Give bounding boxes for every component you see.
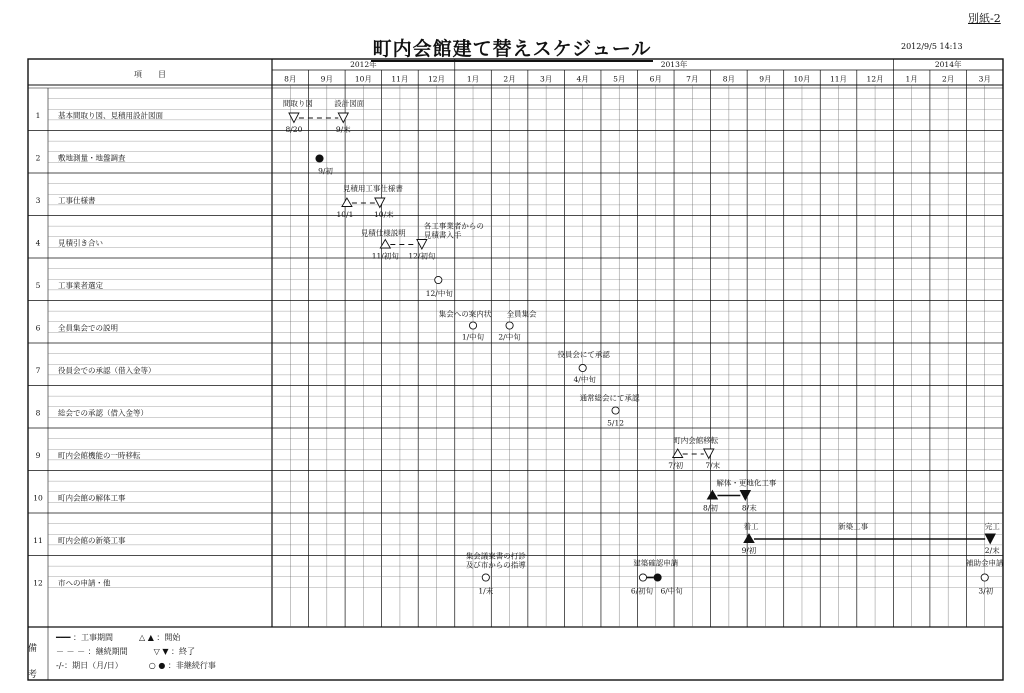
month-header: 1月 [466, 74, 480, 84]
schedule-annotation: 9/末 [335, 125, 351, 134]
row-label: 市への申請・他 [58, 578, 111, 588]
schedule-annotation: 建築確認申請 [633, 558, 679, 568]
item-column-header: 項 目 [134, 70, 166, 79]
month-header: 8月 [722, 74, 736, 84]
schedule-annotation: 間取り図 [282, 99, 313, 108]
row-number: 8 [35, 408, 41, 418]
legend-dashed-line: － － － ：継続期間 [56, 647, 128, 656]
row-label: 見積引き合い [58, 238, 103, 248]
row-number: 2 [35, 153, 41, 163]
start-filled-triangle-icon [744, 534, 754, 543]
month-header: 8月 [284, 74, 297, 84]
month-header: 3月 [978, 74, 991, 84]
schedule-annotation: 着工 [743, 522, 759, 531]
schedule-annotation: 役員会にて承認 [557, 350, 610, 359]
legend-end-icons: ▽ ▼ ：終了 [153, 647, 196, 656]
filled-circle-icon [316, 155, 323, 162]
row-label: 総会での承認（借入金等） [58, 408, 148, 418]
month-header: 6月 [649, 74, 662, 84]
schedule-annotation: 見積仕様説明 [360, 228, 406, 238]
schedule-annotation: 全員集会 [506, 309, 537, 319]
row-number: 11 [33, 535, 43, 545]
row-label: 工事仕様書 [58, 195, 96, 205]
schedule-annotation: 集会への案内状 [438, 309, 492, 319]
schedule-annotation: 6/中旬 [660, 586, 683, 596]
row-number: 3 [35, 195, 41, 205]
row-label: 全員集会での説明 [58, 323, 118, 333]
schedule-annotation: 10/1 [336, 210, 354, 219]
year-header: 2012年 [350, 60, 377, 69]
month-header: 1月 [905, 74, 918, 84]
filled-circle-icon [654, 574, 661, 581]
document-title: 町内会館建て替えスケジュール [372, 38, 652, 60]
open-circle-icon [506, 322, 513, 329]
start-open-triangle-icon [342, 198, 352, 207]
schedule-annotation: 11/初旬 [371, 251, 399, 261]
schedule-annotation: 及び市からの指導 [465, 560, 526, 570]
schedule-annotation: 4/中旬 [573, 375, 596, 384]
month-header: 7月 [686, 74, 699, 84]
row-label: 町内会館の解体工事 [58, 493, 126, 503]
row-label: 基本間取り図、見積用設計図面 [58, 110, 163, 120]
year-header: 2013年 [660, 60, 688, 69]
schedule-annotation: 解体・更地化工事 [716, 478, 777, 488]
legend-date-format: -/-：期日（月/日） [56, 661, 123, 670]
month-header: 12月 [427, 74, 445, 84]
open-circle-icon [981, 574, 988, 581]
month-header: 9月 [320, 74, 333, 84]
schedule-annotation: 1/末 [478, 586, 494, 596]
legend-start-icons: △ ▲ ：開始 [139, 633, 181, 642]
row-number: 10 [33, 493, 43, 503]
open-circle-icon [639, 574, 646, 581]
end-open-triangle-icon [375, 198, 385, 208]
schedule-annotation: 12/初旬 [408, 251, 436, 261]
schedule-annotation: 9/初 [741, 546, 757, 555]
row-number: 1 [35, 110, 41, 120]
schedule-annotation: 8/末 [741, 503, 757, 513]
schedule-annotation: 3/初 [978, 586, 994, 596]
month-header: 2月 [942, 74, 955, 84]
schedule-annotation: 新築工事 [838, 522, 869, 531]
schedule-annotation: 2/中旬 [498, 332, 521, 342]
schedule-annotation: 8/20 [285, 125, 303, 134]
row-label: 敷地測量・地盤調査 [58, 153, 126, 163]
remarks-label: 備 考 [28, 644, 38, 680]
document-reference-label: 別紙-2 [968, 12, 1001, 25]
end-open-triangle-icon [704, 449, 714, 459]
month-header: 11月 [391, 74, 409, 84]
schedule-annotation: 見積書入手 [423, 230, 462, 240]
schedule-annotation: 集会議案書の打診 [465, 551, 526, 561]
open-circle-icon [435, 276, 442, 283]
end-filled-triangle-icon [985, 534, 995, 544]
month-header: 9月 [759, 74, 772, 84]
schedule-annotation: 完工 [984, 522, 1000, 531]
schedule-annotation: 9/初 [318, 166, 333, 176]
schedule-annotation: 町内会館移転 [673, 436, 719, 445]
schedule-annotation: 各工事業者からの [423, 221, 484, 231]
month-header: 11月 [830, 74, 848, 84]
schedule-annotation: 2/末 [984, 546, 1000, 555]
row-number: 9 [35, 450, 41, 460]
row-label: 工事業者選定 [58, 280, 103, 290]
document-date: 2012/9/5 14:13 [901, 42, 963, 51]
month-header: 4月 [576, 74, 589, 84]
legend [56, 631, 216, 673]
schedule-annotation: 8/初 [703, 503, 718, 513]
month-header: 3月 [539, 74, 553, 84]
schedule-annotation: 10/末 [374, 210, 394, 219]
row-number: 4 [35, 238, 41, 248]
legend-circle-icons: ○ ● ：非継続行事 [148, 661, 216, 670]
row-label: 町内会館機能の一時移転 [58, 450, 141, 460]
row-number: 12 [33, 578, 43, 588]
row-number: 6 [35, 323, 41, 333]
schedule-annotation: 6/初旬 [630, 586, 654, 596]
year-header: 2014年 [934, 60, 962, 69]
schedule-annotation: 7/末 [705, 461, 721, 470]
row-number: 5 [35, 280, 41, 290]
schedule-annotation: 1/中旬 [461, 332, 485, 342]
schedule-annotation: 12/中旬 [425, 289, 453, 298]
open-circle-icon [579, 364, 586, 371]
schedule-annotation: 見積用工事仕様書 [342, 184, 403, 193]
end-filled-triangle-icon [740, 491, 750, 501]
month-header: 10月 [354, 74, 372, 84]
open-circle-icon [482, 574, 489, 581]
row-label: 役員会での承認（借入金等） [58, 365, 156, 375]
end-open-triangle-icon [338, 113, 348, 123]
open-circle-icon [469, 322, 476, 329]
month-header: 2月 [503, 74, 516, 84]
month-header: 10月 [793, 74, 811, 84]
schedule-annotation: 7/初 [668, 461, 684, 470]
month-header: 5月 [613, 74, 626, 84]
schedule-annotation: 5/12 [607, 418, 624, 428]
open-circle-icon [612, 407, 619, 414]
row-number: 7 [35, 365, 41, 375]
legend-solid-line: ━━━ ：工事期間 [56, 633, 113, 642]
schedule-annotation: 設計図面 [334, 99, 365, 108]
row-label: 町内会館の新築工事 [58, 535, 126, 545]
schedule-annotation: 通常総会にて承認 [579, 393, 640, 403]
schedule-annotation: 補助金申請 [965, 558, 1004, 568]
month-header: 12月 [866, 74, 884, 84]
